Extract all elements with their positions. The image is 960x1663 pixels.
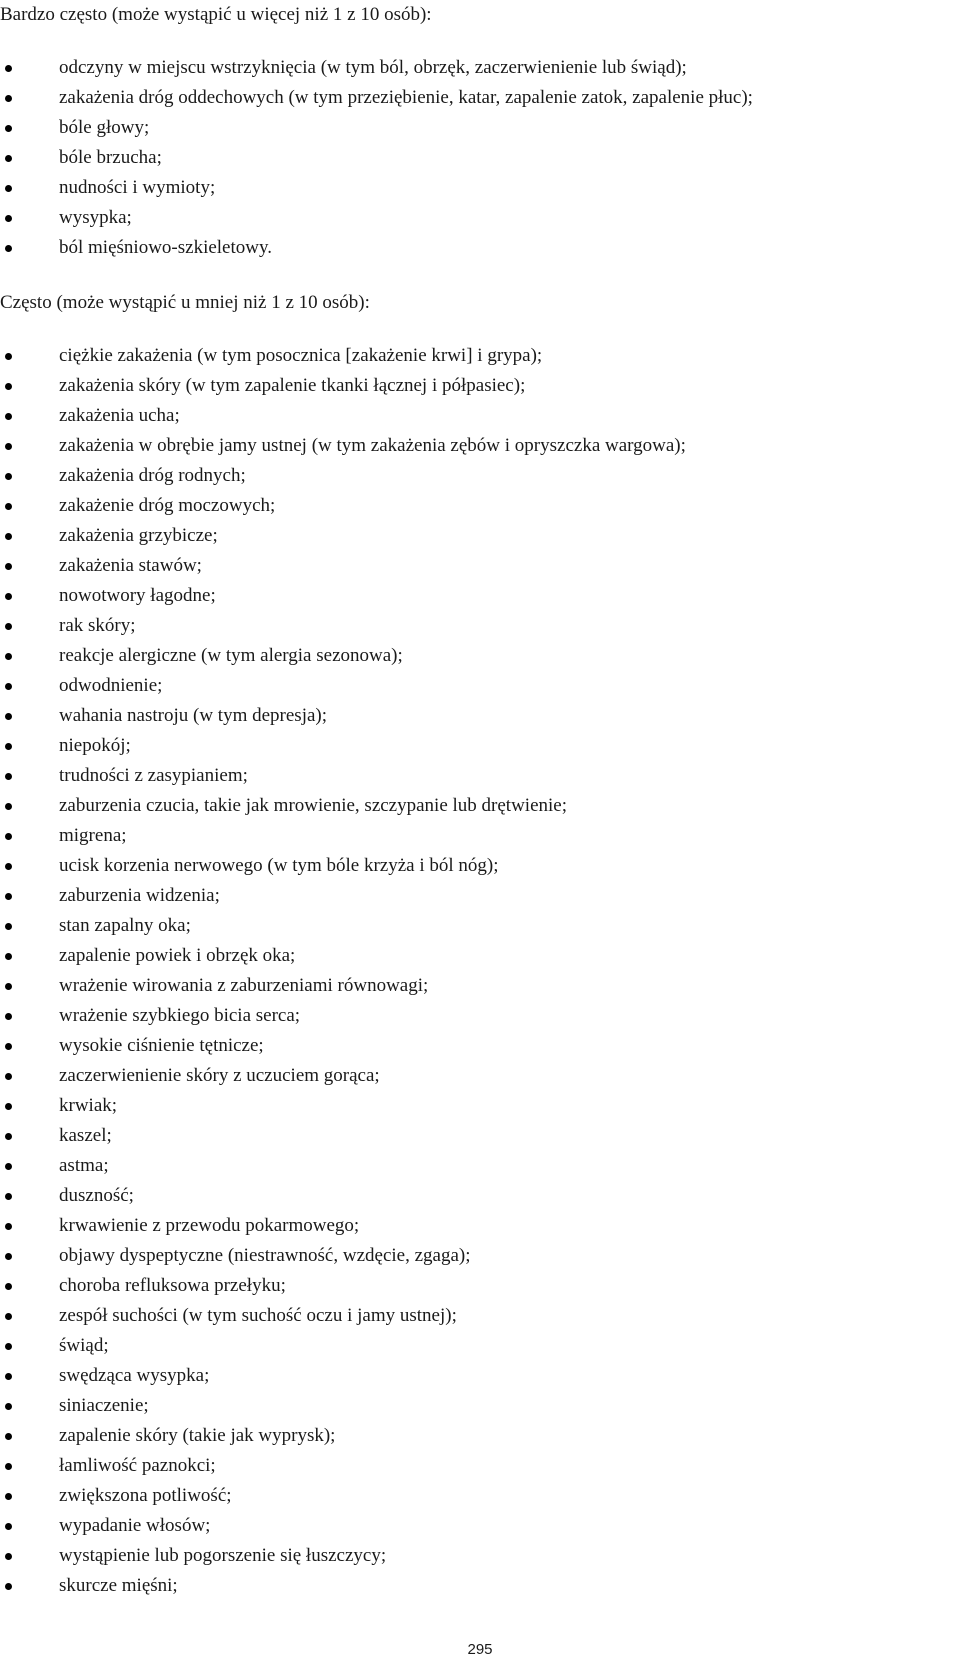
list-item: [0, 203, 960, 233]
bullet-icon: [5, 353, 12, 360]
list-item-text: wahania nastroju (w tym depresja);: [59, 705, 328, 726]
list-item: [0, 641, 960, 671]
bullet-list-very-common: [0, 53, 960, 263]
list-item: [0, 581, 960, 611]
bullet-icon: [5, 1553, 12, 1560]
list-item: [0, 1031, 960, 1061]
list-item: [0, 53, 960, 83]
list-item: [0, 113, 960, 143]
bullet-icon: [5, 125, 12, 132]
list-item-text: łamliwość paznokci;: [59, 1455, 216, 1476]
list-item-text: siniaczenie;: [59, 1395, 149, 1416]
list-item-text: zaburzenia widzenia;: [59, 885, 220, 906]
list-item-text: zespół suchości (w tym suchość oczu i jamy ustnej);: [59, 1305, 457, 1326]
list-item: [0, 1571, 960, 1601]
bullet-icon: [5, 383, 12, 390]
list-item-text: niepokój;: [59, 735, 131, 756]
list-item: [0, 1121, 960, 1151]
list-item: [0, 1511, 960, 1541]
bullet-icon: [5, 1043, 12, 1050]
list-item-text: wypadanie włosów;: [59, 1515, 211, 1536]
list-item: [0, 1481, 960, 1511]
bullet-icon: [5, 563, 12, 570]
list-item: [0, 233, 960, 263]
list-item-text: zakażenia ucha;: [59, 405, 180, 426]
list-item-text: zakażenia grzybicze;: [59, 525, 218, 546]
bullet-icon: [5, 95, 12, 102]
list-item-text: skurcze mięśni;: [59, 1575, 178, 1596]
list-item: [0, 491, 960, 521]
bullet-icon: [5, 1223, 12, 1230]
list-item: [0, 821, 960, 851]
list-item: [0, 401, 960, 431]
list-item: [0, 1091, 960, 1121]
list-item: [0, 1301, 960, 1331]
list-item: [0, 1451, 960, 1481]
bullet-icon: [5, 1403, 12, 1410]
list-item-text: wysypka;: [59, 207, 132, 228]
list-item-text: zakażenia dróg oddechowych (w tym przeziębienie, katar, zapalenie zatok, zapalenie płuc);: [59, 87, 753, 108]
bullet-icon: [5, 983, 12, 990]
list-item: [0, 791, 960, 821]
list-item-text: zakażenie dróg moczowych;: [59, 495, 276, 516]
bullet-icon: [5, 1283, 12, 1290]
bullet-icon: [5, 923, 12, 930]
bullet-icon: [5, 1523, 12, 1530]
list-item: [0, 1061, 960, 1091]
list-item-text: zakażenia stawów;: [59, 555, 202, 576]
bullet-icon: [5, 185, 12, 192]
section-very-common: [0, 0, 960, 263]
list-item-text: swędząca wysypka;: [59, 1365, 210, 1386]
list-item: [0, 1271, 960, 1301]
list-item: [0, 1151, 960, 1181]
list-item-text: wystąpienie lub pogorszenie się łuszczycy;: [59, 1545, 387, 1566]
bullet-icon: [5, 533, 12, 540]
bullet-icon: [5, 413, 12, 420]
bullet-icon: [5, 773, 12, 780]
bullet-icon: [5, 1073, 12, 1080]
list-item-text: reakcje alergiczne (w tym alergia sezonowa);: [59, 645, 403, 666]
section-heading-common: Często (może wystąpić u mniej niż 1 z 10 osób):: [0, 292, 370, 313]
bullet-icon: [5, 593, 12, 600]
bullet-icon: [5, 743, 12, 750]
list-item-text: odwodnienie;: [59, 675, 163, 696]
list-item: [0, 551, 960, 581]
list-item: [0, 521, 960, 551]
section-heading-very-common: Bardzo często (może wystąpić u więcej niż 1 z 10 osób):: [0, 4, 432, 25]
list-item-text: krwawienie z przewodu pokarmowego;: [59, 1215, 360, 1236]
list-item-text: zakażenia skóry (w tym zapalenie tkanki łącznej i półpasiec);: [59, 375, 526, 396]
list-item-text: nudności i wymioty;: [59, 177, 216, 198]
list-item-text: świąd;: [59, 1335, 109, 1356]
list-item-text: kaszel;: [59, 1125, 112, 1146]
list-item: [0, 701, 960, 731]
page-number: 295: [467, 1641, 493, 1658]
bullet-icon: [5, 215, 12, 222]
bullet-icon: [5, 893, 12, 900]
list-item: [0, 1001, 960, 1031]
list-item-text: astma;: [59, 1155, 109, 1176]
bullet-icon: [5, 245, 12, 252]
bullet-icon: [5, 1193, 12, 1200]
list-item-text: zakażenia dróg rodnych;: [59, 465, 246, 486]
list-item: [0, 173, 960, 203]
list-item-text: wrażenie wirowania z zaburzeniami równowagi;: [59, 975, 429, 996]
bullet-icon: [5, 503, 12, 510]
list-item-text: zakażenia w obrębie jamy ustnej (w tym zakażenia zębów i opryszczka wargowa);: [59, 435, 686, 456]
bullet-icon: [5, 803, 12, 810]
list-item: [0, 611, 960, 641]
list-item: [0, 1361, 960, 1391]
bullet-icon: [5, 1253, 12, 1260]
list-item: [0, 1541, 960, 1571]
list-item-text: zapalenie powiek i obrzęk oka;: [59, 945, 296, 966]
bullet-icon: [5, 713, 12, 720]
bullet-icon: [5, 1373, 12, 1380]
list-item-text: ciężkie zakażenia (w tym posocznica [zakażenie krwi] i grypa);: [59, 345, 543, 366]
list-item: [0, 971, 960, 1001]
bullet-icon: [5, 653, 12, 660]
list-item-text: bóle brzucha;: [59, 147, 162, 168]
list-item: [0, 941, 960, 971]
bullet-icon: [5, 623, 12, 630]
bullet-icon: [5, 953, 12, 960]
list-item-text: zwiększona potliwość;: [59, 1485, 232, 1506]
bullet-icon: [5, 1493, 12, 1500]
list-item: [0, 1421, 960, 1451]
bullet-icon: [5, 863, 12, 870]
list-item: [0, 911, 960, 941]
list-item-text: choroba refluksowa przełyku;: [59, 1275, 286, 1296]
bullet-icon: [5, 1103, 12, 1110]
bullet-icon: [5, 1013, 12, 1020]
bullet-icon: [5, 473, 12, 480]
bullet-icon: [5, 683, 12, 690]
list-item-text: krwiak;: [59, 1095, 118, 1116]
list-item-text: rak skóry;: [59, 615, 136, 636]
list-item-text: ucisk korzenia nerwowego (w tym bóle krzyża i ból nóg);: [59, 855, 499, 876]
list-item: [0, 1241, 960, 1271]
list-item-text: wysokie ciśnienie tętnicze;: [59, 1035, 264, 1056]
bullet-icon: [5, 1163, 12, 1170]
list-item: [0, 881, 960, 911]
list-item: [0, 761, 960, 791]
list-item-text: trudności z zasypianiem;: [59, 765, 248, 786]
list-item: [0, 851, 960, 881]
list-item: [0, 1211, 960, 1241]
bullet-list-common: [0, 341, 960, 1601]
bullet-icon: [5, 1343, 12, 1350]
list-item-text: odczyny w miejscu wstrzyknięcia (w tym ból, obrzęk, zaczerwienienie lub świąd);: [59, 57, 687, 78]
list-item: [0, 671, 960, 701]
bullet-icon: [5, 443, 12, 450]
bullet-icon: [5, 65, 12, 72]
list-item-text: zaburzenia czucia, takie jak mrowienie, szczypanie lub drętwienie;: [59, 795, 567, 816]
list-item-text: wrażenie szybkiego bicia serca;: [59, 1005, 301, 1026]
bullet-icon: [5, 1313, 12, 1320]
list-item-text: ból mięśniowo-szkieletowy.: [59, 237, 273, 258]
bullet-icon: [5, 1433, 12, 1440]
list-item-text: stan zapalny oka;: [59, 915, 191, 936]
list-item-text: objawy dyspeptyczne (niestrawność, wzdęcie, zgaga);: [59, 1245, 471, 1266]
list-item-text: nowotwory łagodne;: [59, 585, 216, 606]
bullet-icon: [5, 1583, 12, 1590]
list-item: [0, 431, 960, 461]
list-item: [0, 371, 960, 401]
list-item: [0, 731, 960, 761]
list-item-text: duszność;: [59, 1185, 134, 1206]
bullet-icon: [5, 155, 12, 162]
list-item-text: zaczerwienienie skóry z uczuciem gorąca;: [59, 1065, 380, 1086]
list-item: [0, 461, 960, 491]
section-common: [0, 288, 960, 1601]
list-item-text: zapalenie skóry (takie jak wyprysk);: [59, 1425, 336, 1446]
list-item: [0, 1181, 960, 1211]
list-item: [0, 341, 960, 371]
list-item-text: migrena;: [59, 825, 127, 846]
list-item: [0, 83, 960, 113]
list-item: [0, 143, 960, 173]
bullet-icon: [5, 833, 12, 840]
list-item-text: bóle głowy;: [59, 117, 150, 138]
list-item: [0, 1391, 960, 1421]
list-item: [0, 1331, 960, 1361]
bullet-icon: [5, 1133, 12, 1140]
bullet-icon: [5, 1463, 12, 1470]
